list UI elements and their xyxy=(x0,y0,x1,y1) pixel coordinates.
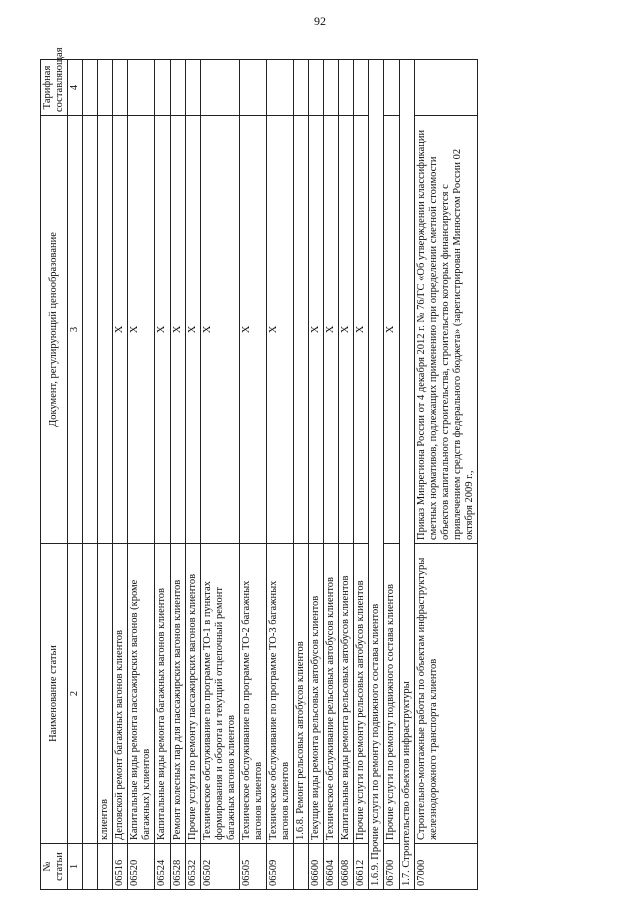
table-row xyxy=(155,60,170,890)
article-code: 06516 xyxy=(113,844,128,890)
tariff-component xyxy=(155,60,170,116)
article-code: 06524 xyxy=(155,844,170,890)
column-number: 1 xyxy=(68,844,83,890)
article-code: 06608 xyxy=(339,844,354,890)
article-name: 1.6.8. Ремонт рельсовых автобусов клиентов xyxy=(294,544,309,844)
header-tariff: Тарифная составляющая xyxy=(41,60,68,116)
article-name: Капитальные виды ремонта багажных вагонов клиентов xyxy=(155,544,170,844)
table-row xyxy=(200,60,239,890)
blank-spacer-row xyxy=(83,60,98,890)
article-code: 06532 xyxy=(185,844,200,890)
pricing-document: X xyxy=(170,116,185,544)
article-name: Прочие услуги по ремонту пассажирских вагонов клиентов xyxy=(185,544,200,844)
table-row xyxy=(239,60,266,890)
tariff-component xyxy=(384,60,399,116)
column-number: 3 xyxy=(68,116,83,544)
pricing-document: Приказ Минрегиона России от 4 декабря 2012 г. № 76/ГС «Об утверждении классификации сметных нормативов, подлежащих применению при определении сметной стоимости объектов капитального строительства, строительство которых финансируется с привлечением средств федерального бюджета» (зарегистрирован Минюстом России 02 октября 2009 г., xyxy=(414,116,477,544)
article-name: Капитальные виды ремонта пассажирских вагонов (кроме багажных) клиентов xyxy=(128,544,155,844)
tariff-component xyxy=(309,60,324,116)
article-name: Строительно-монтажные работы по объектам инфраструктуры железнодорожного транспорта клиентов xyxy=(414,544,477,844)
tariff-component xyxy=(354,60,369,116)
table-row xyxy=(128,60,155,890)
column-number: 4 xyxy=(68,60,83,116)
article-code: 06612 xyxy=(354,844,369,890)
table-row xyxy=(339,60,354,890)
tariff-component xyxy=(98,60,113,116)
tariff-component xyxy=(414,60,477,116)
pricing-document xyxy=(98,116,113,544)
table-row xyxy=(399,60,414,890)
column-number: 2 xyxy=(68,544,83,844)
article-code: 06528 xyxy=(170,844,185,890)
tariff-component xyxy=(170,60,185,116)
article-name: Техническое обслуживание по программе ТО-1 в пунктах формирования и оборота и текущий отцепочный ремонт багажных вагонов клиентов xyxy=(200,544,239,844)
article-name: Техническое обслуживание рельсовых автобусов клиентов xyxy=(324,544,339,844)
table-row xyxy=(113,60,128,890)
pricing-document: X xyxy=(185,116,200,544)
tariff-classification-table xyxy=(40,47,478,890)
tariff-component xyxy=(128,60,155,116)
pricing-document: X xyxy=(239,116,266,544)
article-code xyxy=(294,844,309,890)
pricing-document: X xyxy=(266,116,293,544)
blank-cell xyxy=(83,116,98,544)
article-code: 06520 xyxy=(128,844,155,890)
pricing-document: X xyxy=(128,116,155,544)
article-name: Техническое обслуживание по программе ТО-2 багажных вагонов клиентов xyxy=(239,544,266,844)
article-name: Ремонт колесных пар для пассажирских вагонов клиентов xyxy=(170,544,185,844)
column-number-row xyxy=(68,60,83,890)
blank-cell xyxy=(83,844,98,890)
table-row xyxy=(98,60,113,890)
header-name: Наименование статьи xyxy=(41,544,68,844)
article-code: 06604 xyxy=(324,844,339,890)
pricing-document: X xyxy=(354,116,369,544)
section-heading: 1.7. Строительство объектов инфраструктуры xyxy=(399,60,414,890)
table-row xyxy=(384,60,399,890)
table-row xyxy=(266,60,293,890)
blank-cell xyxy=(83,60,98,116)
article-code: 06509 xyxy=(266,844,293,890)
table-row xyxy=(185,60,200,890)
table-row xyxy=(414,60,477,890)
pricing-document: X xyxy=(200,116,239,544)
article-name: Капитальные виды ремонта рельсовых автобусов клиентов xyxy=(339,544,354,844)
section-heading: 1.6.9. Прочие услуги по ремонту подвижного состава клиентов xyxy=(369,60,384,890)
table-row xyxy=(369,60,384,890)
tariff-component xyxy=(266,60,293,116)
pricing-document: X xyxy=(309,116,324,544)
rotated-table-container xyxy=(40,47,620,890)
header-document: Документ, регулирующий ценообразование xyxy=(41,116,68,544)
article-code: 06700 xyxy=(384,844,399,890)
tariff-component xyxy=(339,60,354,116)
page-number: 92 xyxy=(314,14,326,28)
pricing-document: X xyxy=(384,116,399,544)
article-name: Деповской ремонт багажных вагонов клиентов xyxy=(113,544,128,844)
table-body xyxy=(98,60,478,890)
article-name: Прочие услуги по ремонту подвижного состава клиентов xyxy=(384,544,399,844)
table-header-row xyxy=(41,60,68,890)
article-code: 06600 xyxy=(309,844,324,890)
article-name: Прочие услуги по ремонту рельсовых автобусов клиентов xyxy=(354,544,369,844)
table-row xyxy=(354,60,369,890)
article-code: 07000 xyxy=(414,844,477,890)
tariff-component xyxy=(239,60,266,116)
article-code: 06502 xyxy=(200,844,239,890)
pricing-document: X xyxy=(113,116,128,544)
tariff-component xyxy=(324,60,339,116)
pricing-document xyxy=(294,116,309,544)
article-code: 06505 xyxy=(239,844,266,890)
pricing-document: X xyxy=(324,116,339,544)
table-row xyxy=(170,60,185,890)
article-name: Техническое обслуживание по программе ТО-3 багажных вагонов клиентов xyxy=(266,544,293,844)
tariff-component xyxy=(294,60,309,116)
tariff-component xyxy=(185,60,200,116)
table-row xyxy=(324,60,339,890)
blank-cell xyxy=(83,544,98,844)
pricing-document: X xyxy=(155,116,170,544)
article-name: клиентов xyxy=(98,544,113,844)
tariff-component xyxy=(200,60,239,116)
article-name: Текущие виды ремонта рельсовых автобусов клиентов xyxy=(309,544,324,844)
article-code xyxy=(98,844,113,890)
pricing-document: X xyxy=(339,116,354,544)
header-code: № статьи xyxy=(41,844,68,890)
tariff-component xyxy=(113,60,128,116)
table-row xyxy=(309,60,324,890)
table-row xyxy=(294,60,309,890)
